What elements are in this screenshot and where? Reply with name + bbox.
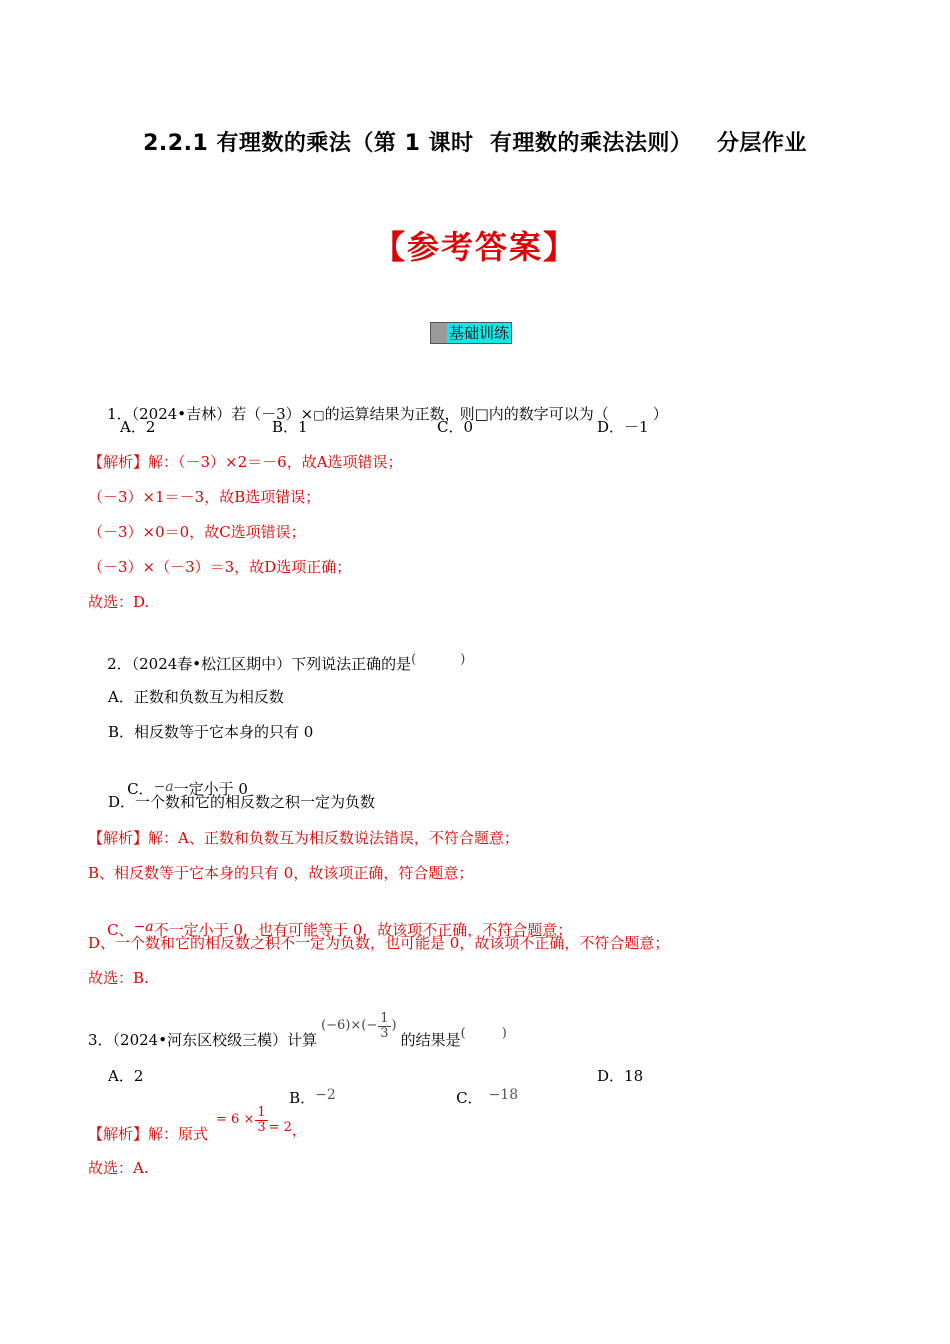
q3-option-a: A．2 (108, 1067, 144, 1085)
q3-option-c-prefix: C． (456, 1089, 483, 1107)
q3-expr-denominator: 3 (380, 1025, 389, 1041)
q3-analysis-denominator: 3 (257, 1119, 266, 1135)
q2-paren-close: ) (460, 652, 466, 667)
q3-expr-fraction (378, 1012, 390, 1041)
q3-analysis-expression (216, 1106, 292, 1135)
q3-analysis-suffix: ， (291, 1121, 307, 1139)
q2-option-c-math: −a (153, 779, 174, 795)
section-tag-label: 基础训练 (449, 324, 510, 342)
q2-analysis-2: B、相反数等于它本身的只有 0，故该项正确，符合题意； (88, 864, 474, 882)
q2-stem-text: 2．（2024春•松江区期中）下列说法正确的是 (107, 655, 412, 673)
q2-option-a: A．正数和负数互为相反数 (108, 688, 284, 706)
q1-analysis-4: （－3）×（－3）＝3，故D选项正确； (88, 558, 352, 576)
q2-analysis-3-suffix: 不一定小于 0，也有可能等于 0，故该项不正确，不符合题意； (153, 921, 573, 939)
q2-paren-open: ( (411, 652, 417, 667)
q2-analysis-4: D、一个数和它的相反数之积不一定为负数，也可能是 0，故该项不正确，不符合题意； (88, 934, 670, 952)
q1-box: □ (313, 408, 325, 422)
q3-paren-open: ( (460, 1026, 466, 1041)
answer-heading: 【参考答案】 (372, 228, 577, 266)
q2-option-c-prefix: C． (127, 780, 154, 798)
q1-stem-c: ） (652, 405, 668, 423)
section-tag-marker (431, 323, 447, 343)
q1-analysis-1: 【解析】解：（－3）×2＝－6，故A选项错误； (88, 453, 403, 471)
q2-analysis-3-math: −a (133, 919, 154, 935)
q3-option-c-math: −18 (488, 1087, 519, 1103)
q1-option-a: A．2 (120, 418, 156, 436)
q3-stem-a: 3．（2024•河东区校级三模）计算 (88, 1031, 318, 1049)
q3-paren-close: ) (501, 1026, 507, 1041)
q3-option-b-math: −2 (315, 1087, 336, 1103)
q3-stem-b: 的结果是 (400, 1031, 461, 1049)
q2-conclusion: 故选：B. (88, 969, 149, 987)
q1-conclusion: 故选：D. (88, 593, 150, 611)
q3-analysis-prefix: 【解析】解：原式 (88, 1125, 209, 1143)
q2-option-c-suffix: 一定小于 0 (173, 780, 248, 798)
q3-conclusion: 故选：A. (88, 1159, 149, 1177)
q1-option-c: C．0 (437, 418, 474, 436)
q1-analysis-3: （－3）×0＝0，故C选项错误； (88, 523, 306, 541)
q3-analysis (88, 1098, 307, 1146)
q3-option-b-prefix: B． (289, 1089, 316, 1107)
document-title: 2.2.1 有理数的乘法（第 1 课时 有理数的乘法法则） 分层作业 (143, 131, 807, 156)
q1-stem-a: 1．（2024•吉林）若（－3）× (107, 405, 314, 423)
q3-analysis-expr-right: = 2 (268, 1120, 292, 1135)
q3-analysis-expr-left: = 6 × (216, 1112, 255, 1127)
q1-analysis-2: （－3）×1＝－3，故B选项错误； (88, 488, 321, 506)
q3-stem (88, 1003, 507, 1053)
q3-option-d: D．18 (597, 1067, 644, 1085)
q2-option-b: B．相反数等于它本身的只有 0 (108, 723, 314, 741)
section-tag (430, 322, 512, 344)
q3-expression (321, 1012, 397, 1041)
q1-option-d: D．－1 (597, 418, 649, 436)
q3-analysis-fraction (255, 1106, 267, 1135)
q1-stem-b: 的运算结果为正数，则□内的数字可以为（ (324, 405, 609, 423)
q3-option-c (437, 1065, 518, 1132)
q3-expr-right: ) (391, 1018, 397, 1033)
q1-option-b: B．1 (272, 418, 308, 436)
q2-option-d: D．一个数和它的相反数之积一定为负数 (108, 793, 376, 811)
q2-analysis-1: 【解析】解：A、正数和负数互为相反数说法错误，不符合题意； (88, 829, 519, 847)
q1-stem (88, 381, 668, 448)
q3-analysis-numerator: 1 (257, 1104, 266, 1120)
q3-expr-left: (−6)×(− (321, 1018, 378, 1033)
q2-analysis-3-prefix: C、 (107, 921, 134, 939)
q3-expr-numerator: 1 (380, 1010, 389, 1026)
